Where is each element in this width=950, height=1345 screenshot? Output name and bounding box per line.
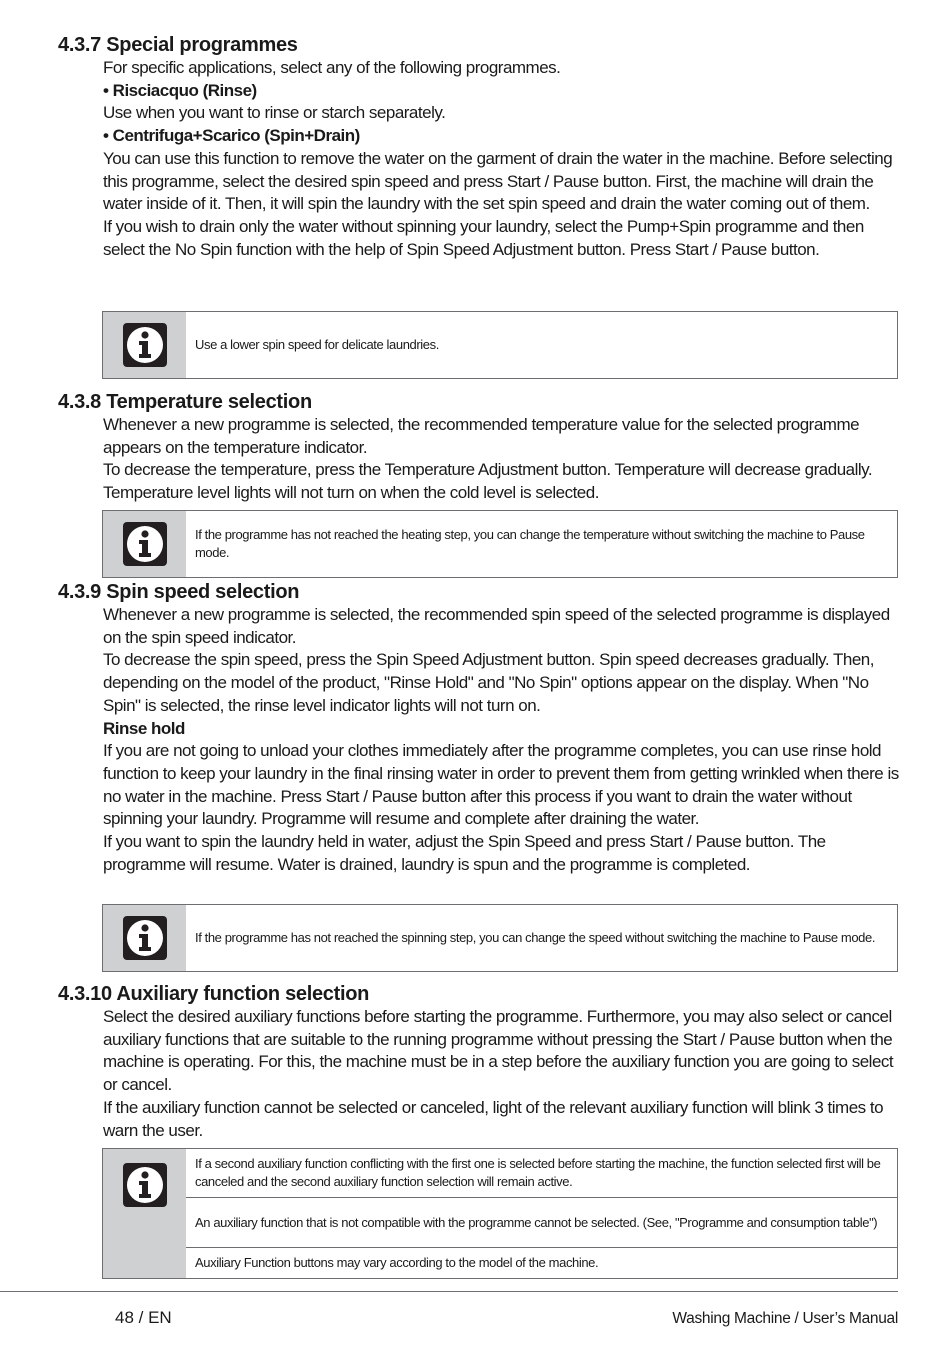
paragraph: If you want to spin the laundry held in water, adjust the Spin Speed and press Start / Pause button. The programme will resume. Water is drained, laundry is spun and the programme is completed.	[103, 832, 826, 874]
paragraph: If you wish to drain only the water without spinning your laundry, select the Pump+Spin programme and then select the No Spin function with the help of Spin Speed Adjustment button. Press Start / Pause button.	[103, 216, 864, 259]
note-text: An auxiliary function that is not compatible with the programme cannot be selected. (See, "Programme and consumption table")	[186, 1197, 897, 1247]
paragraph: Whenever a new programme is selected, the recommended spin speed of the selected programme is displayed on the spin speed indicator.	[103, 605, 890, 647]
note-text: If a second auxiliary function conflicting with the first one is selected before starting the machine, the function selected first will be canceled and the second auxiliary function selection will remain active.	[195, 1156, 881, 1189]
note-text: Auxiliary Function buttons may vary according to the model of the machine.	[186, 1247, 897, 1278]
page-number: 48 / EN	[115, 1308, 172, 1327]
section-body-special-programmes	[103, 57, 903, 261]
paragraph: To decrease the spin speed, press the Spin Speed Adjustment button. Spin speed decreases gradually. Then, depending on the model of the product, "Rinse Hold" and "No Spin" options appear on the display. When "No Spin" is selected, the rinse level indicator lights will not turn on.	[103, 650, 874, 715]
section-body-temperature	[103, 414, 903, 505]
section-heading-auxiliary-function: 4.3.10 Auxiliary function selection	[58, 983, 370, 1005]
info-icon	[121, 1161, 169, 1209]
footer-divider	[0, 1291, 898, 1292]
info-icon	[121, 321, 169, 369]
section-heading-spin-speed: 4.3.9 Spin speed selection	[58, 581, 300, 603]
note-text: Use a lower spin speed for delicate laundries.	[195, 337, 439, 352]
info-icon-panel	[103, 511, 186, 577]
info-icon	[121, 520, 169, 568]
section-heading-temperature: 4.3.8 Temperature selection	[58, 391, 312, 413]
info-note-box	[102, 1148, 898, 1279]
info-note-box	[102, 904, 898, 972]
note-text: If the programme has not reached the spinning step, you can change the speed without switching the machine to Pause mode.	[195, 930, 876, 945]
section-heading-special-programmes: 4.3.7 Special programmes	[58, 34, 298, 56]
paragraph: Select the desired auxiliary functions before starting the programme. Furthermore, you may also select or cancel auxiliary functions that are suitable to the running programme without pressing the Start / Pause button when the machine is operating. For this, the machine must be in a step before the auxiliary function you are going to select or cancel.	[103, 1007, 894, 1095]
section-body-spin-speed	[103, 604, 903, 876]
paragraph: Whenever a new programme is selected, the recommended temperature value for the selected programme appears on the temperature indicator.	[103, 415, 860, 457]
paragraph: To decrease the temperature, press the Temperature Adjustment button. Temperature will decrease gradually. Temperature level lights will not turn on when the cold level is selected.	[103, 460, 873, 503]
info-note-box	[102, 311, 898, 379]
manual-title: Washing Machine / User’s Manual	[672, 1310, 898, 1327]
info-icon-panel	[103, 1149, 186, 1278]
info-icon	[121, 914, 169, 962]
info-icon-panel	[103, 905, 186, 971]
note-text: If the programme has not reached the heating step, you can change the temperature without switching the machine to Pause mode.	[195, 527, 865, 560]
subheading-spin-drain: • Centrifuga+Scarico (Spin+Drain)	[103, 126, 360, 146]
paragraph: You can use this function to remove the water on the garment of drain the water in the machine. Before selecting this programme, select the desired spin speed and press Start / Pause button. First, the machine will drain the water inside of it. Then, it will spin the laundry with the set spin speed and drain the water coming out of them.	[103, 148, 893, 214]
paragraph: If the auxiliary function cannot be selected or canceled, light of the relevant auxiliary function will blink 3 times to warn the user.	[103, 1097, 884, 1140]
info-note-box	[102, 510, 898, 578]
paragraph: If you are not going to unload your clothes immediately after the programme completes, you can use rinse hold function to keep your laundry in the final rinsing water in order to prevent them from getting wrinkled when there is no water in the machine. Press Start / Pause button after this process if you want to drain the water without spinning your laundry. Programme will resume and complete after draining the water.	[103, 741, 899, 829]
subheading-rinse: • Risciacquo (Rinse)	[103, 80, 257, 100]
paragraph: Use when you want to rinse or starch separately.	[103, 103, 446, 123]
info-icon-panel	[103, 312, 186, 378]
subheading-rinse-hold: Rinse hold	[103, 718, 185, 738]
section-body-auxiliary-function	[103, 1006, 903, 1142]
paragraph: For specific applications, select any of the following programmes.	[103, 58, 561, 77]
